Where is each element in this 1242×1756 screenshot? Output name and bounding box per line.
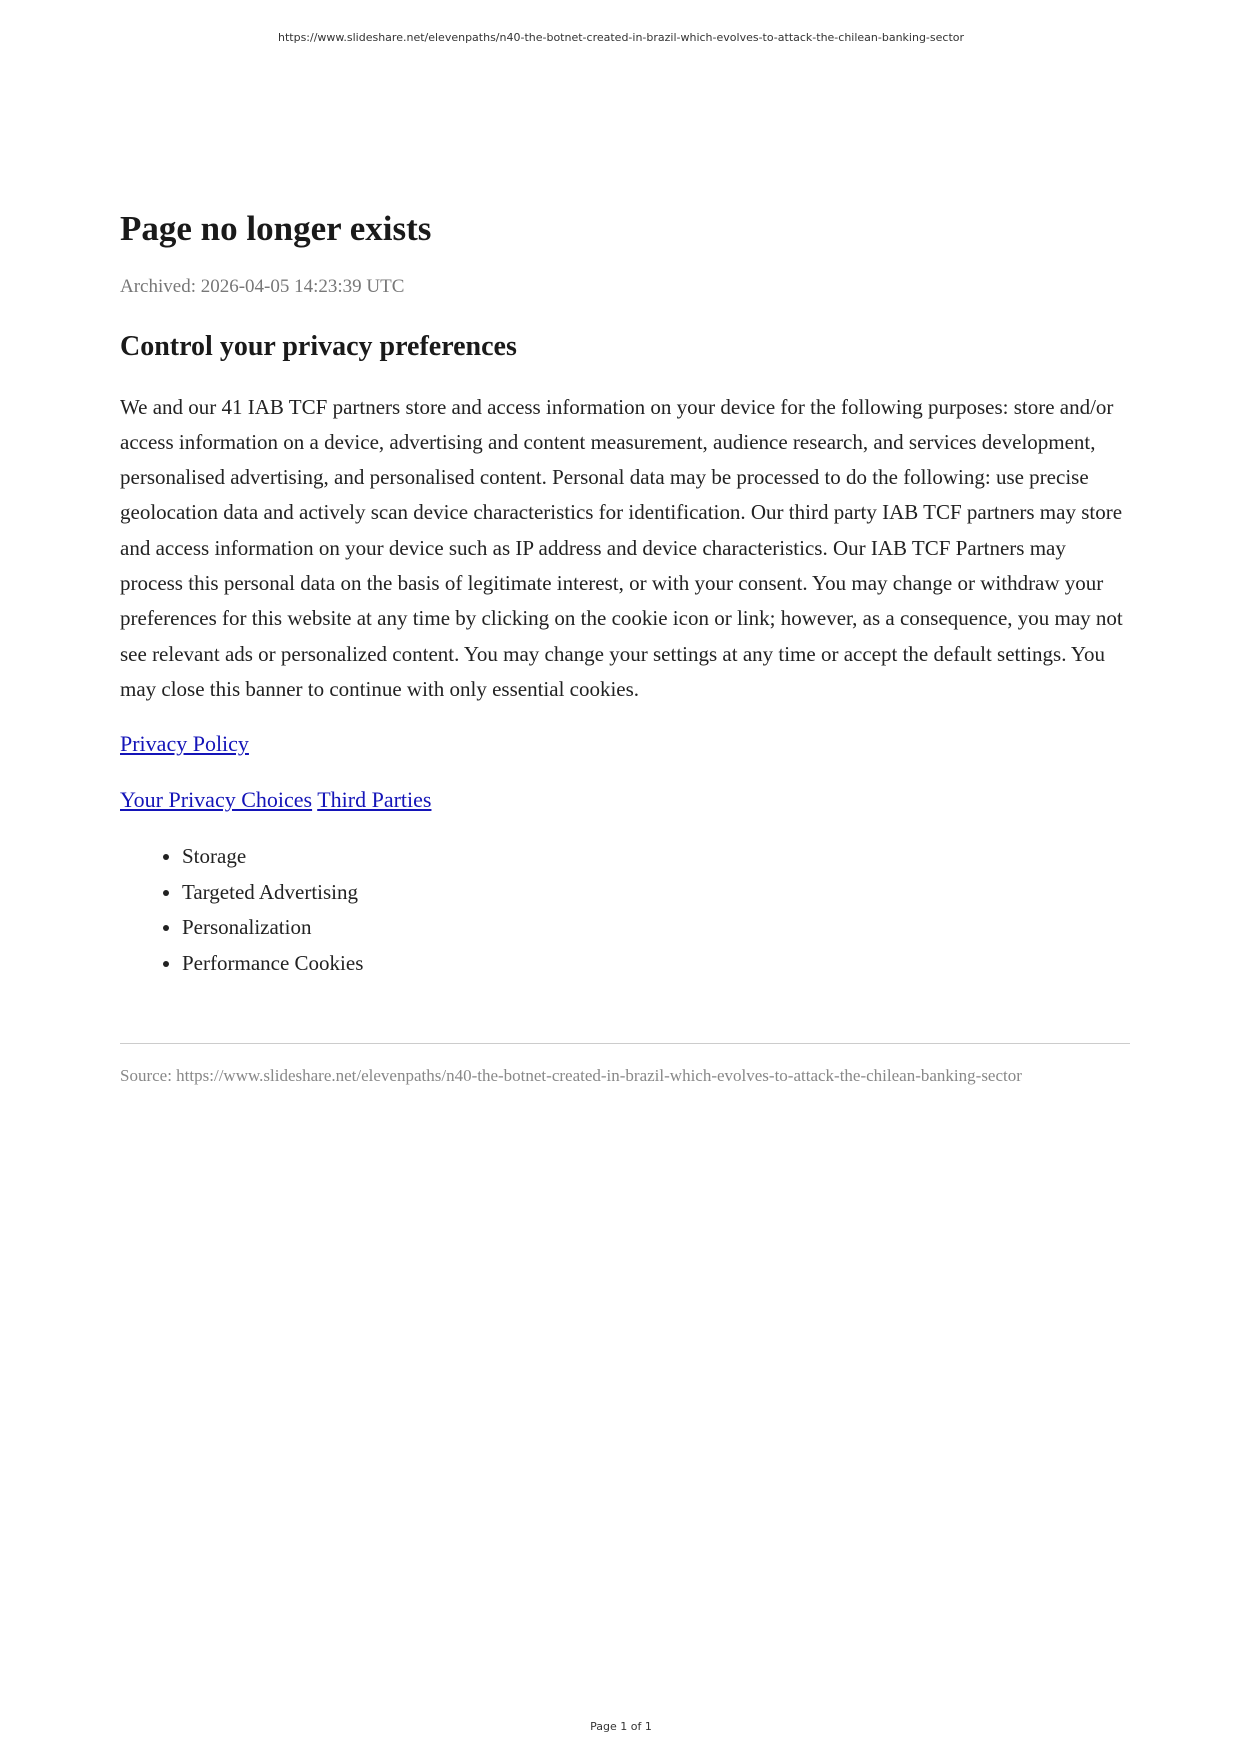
privacy-links-row (120, 784, 1130, 816)
privacy-category-list (120, 839, 1130, 981)
list-item: • Performance Cookies (182, 946, 1130, 982)
list-item: • Personalization (182, 910, 1130, 946)
page-content (120, 208, 1130, 1086)
privacy-choices-link[interactable]: Your Privacy Choices (120, 787, 313, 813)
privacy-body-text: We and our 41 IAB TCF partners store and access information on your device for the following purposes: store and/or access information on a device, advertising and content measurement, audience research, and services development, personalised advertising, and personalised content. Personal data may be processed to do the following: use precise geolocation data and actively scan device characteristics for identification. Our third party IAB TCF partners may store and access information on your device such as IP address and device characteristics. Our IAB TCF Partners may process this personal data on the basis of legitimate interest, or with your consent. You may change or withdraw your preferences for this website at any time by clicking on the cookie icon or link; however, as a consequence, you may not see relevant ads or personalized content. You may change your settings at any time or accept the default settings. You may close this banner to continue with only essential cookies. (120, 394, 1123, 701)
header-url: https://www.slideshare.net/elevenpaths/n40-the-botnet-created-in-brazil-which-evolves-to-attack-the-chilean-banking-sector (277, 31, 965, 44)
privacy-heading: Control your privacy preferences (120, 331, 517, 362)
page-number: Page 1 of 1 (590, 1720, 652, 1733)
privacy-policy-link[interactable]: Privacy Policy (120, 731, 249, 757)
archived-timestamp: Archived: 2026-04-05 14:23:39 UTC (120, 276, 405, 297)
privacy-policy-row (120, 728, 1130, 760)
divider (120, 1043, 1130, 1044)
source-url: Source: https://www.slideshare.net/elevenpaths/n40-the-botnet-created-in-brazil-which-evolves-to-attack-the-chilean-banking-sector (120, 1066, 1022, 1086)
page-title: Page no longer exists (120, 209, 432, 248)
list-item: • Storage (182, 839, 1130, 875)
list-item: • Targeted Advertising (182, 875, 1130, 911)
third-parties-link[interactable]: Third Parties (317, 787, 432, 813)
